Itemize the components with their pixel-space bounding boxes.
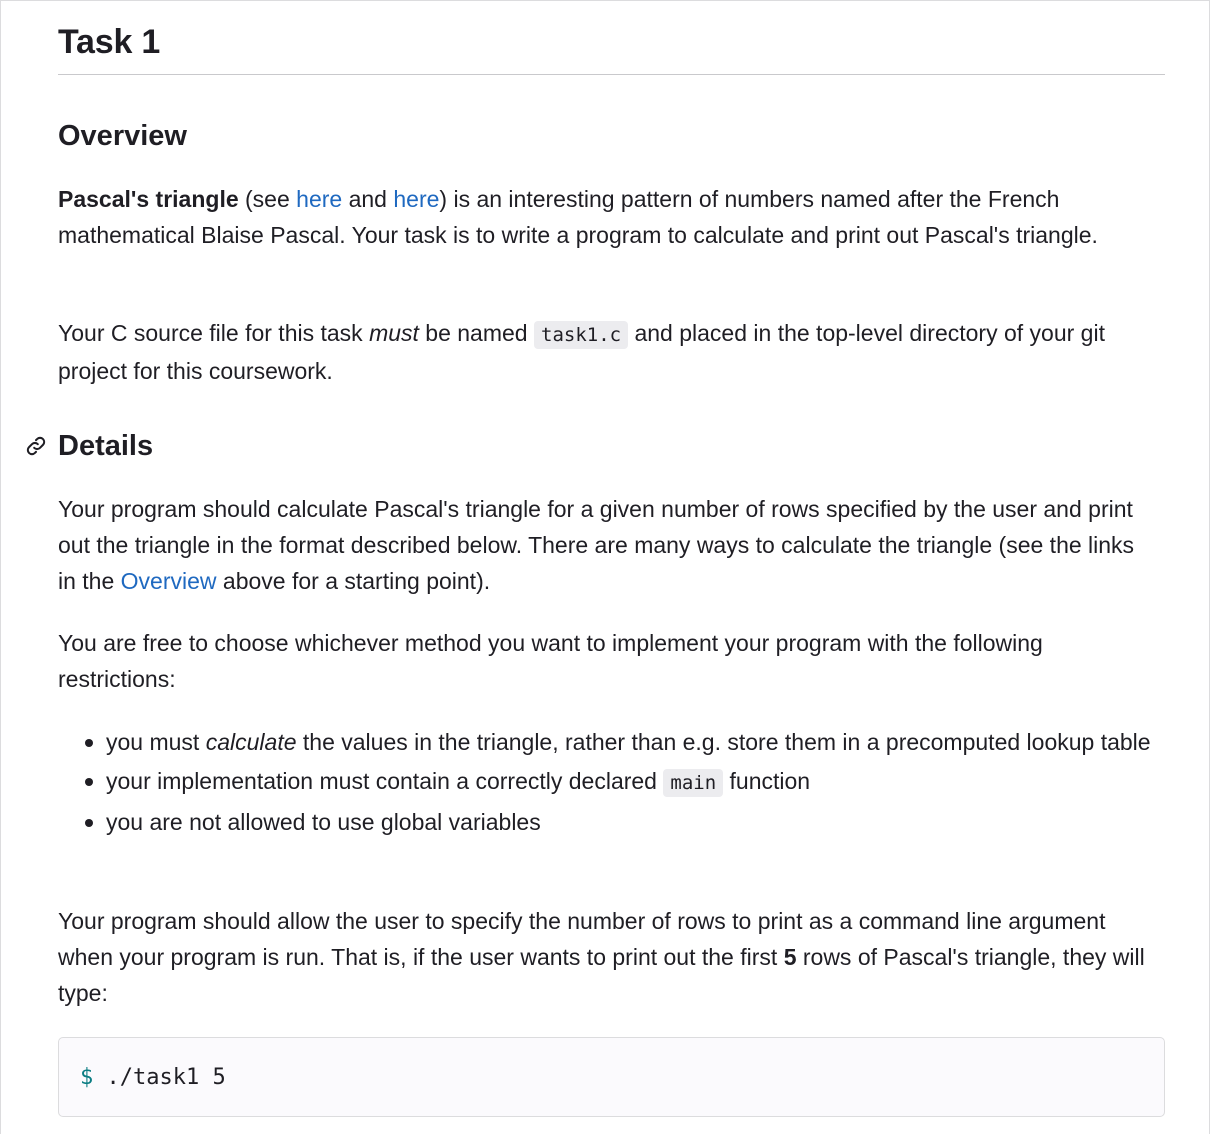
overview-text: and <box>342 186 394 212</box>
overview-link[interactable]: Overview <box>120 568 217 594</box>
overview-text: be named <box>418 320 534 346</box>
details-text: above for a starting point). <box>216 568 491 594</box>
bullet-icon <box>85 778 93 786</box>
filename-code: task1.c <box>534 321 628 349</box>
shell-command: ./task1 5 <box>93 1065 226 1090</box>
command-code-block <box>58 1037 1165 1117</box>
details-paragraph-2: You are free to choose whichever method you want to implement your program with the following restrictions: <box>58 630 1043 692</box>
here-link-2[interactable]: here <box>393 186 440 212</box>
overview-paragraph-1 <box>58 181 1158 253</box>
page-title: Task 1 <box>58 23 161 61</box>
list-text: function <box>723 768 811 794</box>
restrictions-list <box>58 724 1158 843</box>
details-paragraph-3 <box>58 903 1158 1011</box>
details-text: rows of Pascal's triangle, they will type: <box>58 944 1145 1006</box>
details-paragraph-1 <box>58 491 1158 599</box>
details-text: Your program should allow the user to specify the number of rows to print as a command line argument when your program is run. That is, if the user wants to print out the first <box>58 908 1106 970</box>
overview-text: and placed in the top-level directory of your git project for this coursework. <box>58 320 1105 384</box>
overview-paragraph-2 <box>58 315 1158 389</box>
rows-count-bold: 5 <box>783 944 797 970</box>
list-text: your implementation must contain a correctly declared <box>106 768 664 794</box>
list-text: you must <box>106 729 206 755</box>
overview-text: Your C source file for this task <box>58 320 370 346</box>
link-icon[interactable] <box>25 435 47 457</box>
list-item <box>58 804 1158 841</box>
overview-text: ) is an interesting pattern of numbers named after the French mathematical Blaise Pascal. Your task is to write a program to calculate and print out Pascal's triangle. <box>58 186 1098 248</box>
overview-text: (see <box>238 186 297 212</box>
pascal-triangle-bold: Pascal's triangle <box>58 186 239 212</box>
bullet-icon <box>85 819 93 827</box>
list-text: the values in the triangle, rather than e.g. store them in a precomputed lookup table <box>296 729 1151 755</box>
overview-heading: Overview <box>58 120 187 152</box>
details-text: Your program should calculate Pascal's triangle for a given number of rows specified by the user and print out the triangle in the format described below. There are many ways to calculate the triangle (see the links in the <box>58 496 1135 594</box>
list-text: you are not allowed to use global variables <box>106 809 541 835</box>
here-link-1[interactable]: here <box>296 186 343 212</box>
shell-prompt: $ <box>80 1065 94 1090</box>
details-heading <box>58 428 153 464</box>
details-heading-text: Details <box>58 430 154 462</box>
list-item <box>58 724 1158 761</box>
list-item <box>58 763 1158 802</box>
bullet-icon <box>85 739 93 747</box>
main-code: main <box>663 769 723 797</box>
calculate-emphasis: calculate <box>205 729 297 755</box>
title-divider <box>58 74 1165 75</box>
must-emphasis: must <box>369 320 419 346</box>
